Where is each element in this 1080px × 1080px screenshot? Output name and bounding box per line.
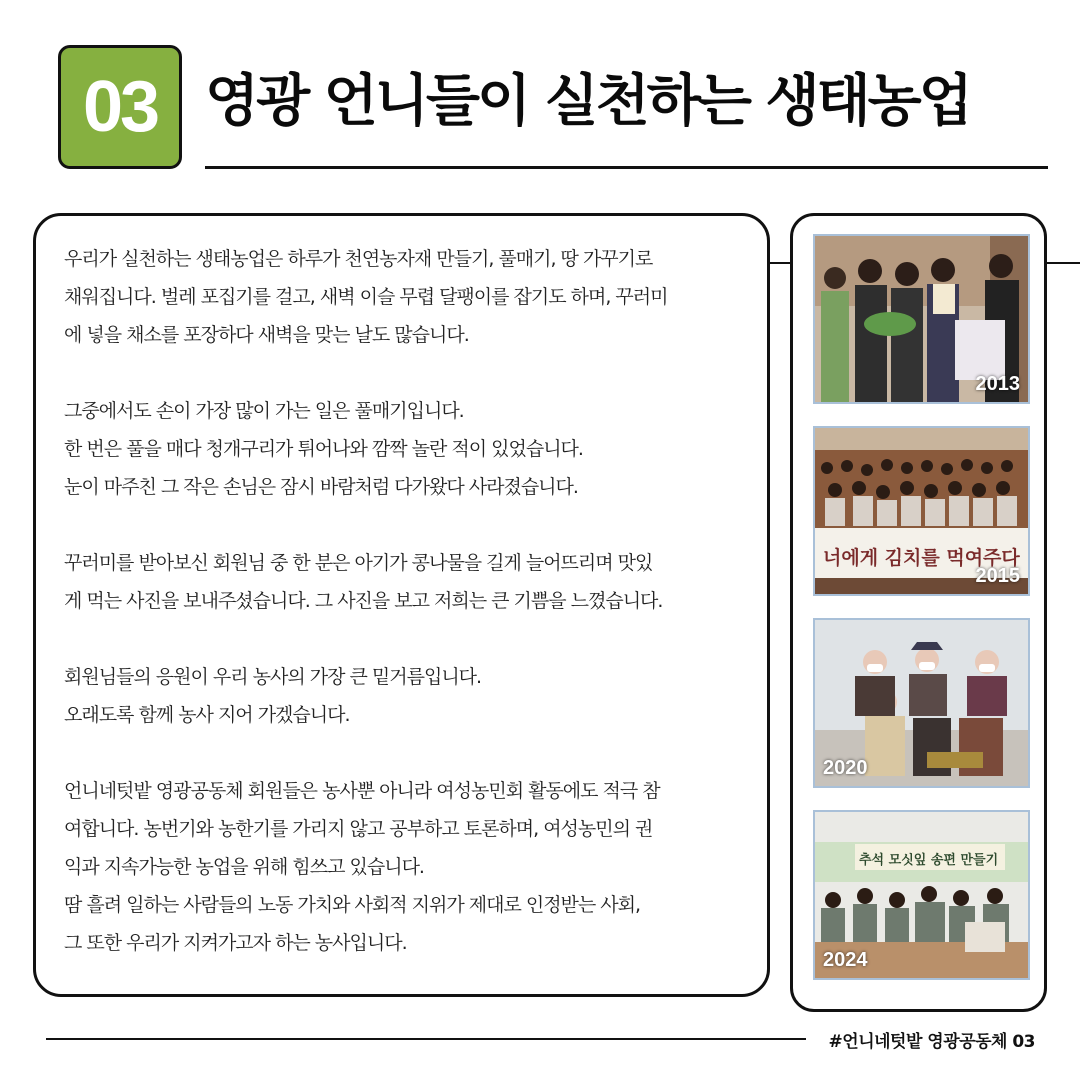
story-text-box xyxy=(33,213,770,997)
paragraph-5 xyxy=(64,772,754,962)
text-line: 회원님들의 응원이 우리 농사의 가장 큰 밑거름입니다. xyxy=(64,666,482,688)
text-line: 언니네텃밭 영광공동체 회원들은 농사뿐 아니라 여성농민회 활동에도 적극 참 xyxy=(64,780,660,802)
connector-line-right xyxy=(1045,262,1080,264)
page-title: 영광 언니들이 실천하는 생태농업 xyxy=(205,69,970,134)
paragraph-3 xyxy=(64,544,754,620)
text-line: 꾸러미를 받아보신 회원님 중 한 분은 아기가 콩나물을 길게 늘어뜨리며 맛있 xyxy=(64,552,653,574)
photo-2024 xyxy=(813,810,1030,980)
paragraph-4 xyxy=(64,658,754,734)
banner-text: 너에게 김치를 먹여주다 xyxy=(823,547,1020,569)
text-line: 익과 지속가능한 농업을 위해 힘쓰고 있습니다. xyxy=(64,856,424,878)
text-line: 게 먹는 사진을 보내주셨습니다. 그 사진을 보고 저희는 큰 기쁨을 느꼈습니다. xyxy=(64,590,663,612)
footer-hashtag: #언니네텃밭 영광공동체 03 xyxy=(828,1032,1035,1052)
text-line: 그 또한 우리가 지켜가고자 하는 농사입니다. xyxy=(64,932,407,954)
photo-year-label: 2020 xyxy=(823,757,868,779)
photo-year-label: 2013 xyxy=(975,373,1020,395)
section-number: 03 xyxy=(82,67,158,147)
text-line: 에 넣을 채소를 포장하다 새벽을 맞는 날도 많습니다. xyxy=(64,324,469,346)
text-line: 채워집니다. 벌레 포집기를 걸고, 새벽 이슬 무렵 달팽이를 잡기도 하며, 꾸러미 xyxy=(64,286,668,308)
paragraph-2 xyxy=(64,392,754,506)
text-line: 한 번은 풀을 매다 청개구리가 튀어나와 깜짝 놀란 적이 있었습니다. xyxy=(64,438,583,460)
footer-rule xyxy=(46,1038,806,1040)
photo-2020 xyxy=(813,618,1030,788)
banner-text: 추석 모싯잎 송편 만들기 xyxy=(859,853,999,868)
photo-year-label: 2015 xyxy=(975,565,1020,587)
photo-2013 xyxy=(813,234,1030,404)
text-line: 오래도록 함께 농사 지어 가겠습니다. xyxy=(64,704,350,726)
title-underline xyxy=(205,166,1048,169)
text-line: 여합니다. 농번기와 농한기를 가리지 않고 공부하고 토론하며, 여성농민의 권 xyxy=(64,818,653,840)
text-line: 우리가 실천하는 생태농업은 하루가 천연농자재 만들기, 풀매기, 땅 가꾸기로 xyxy=(64,248,653,270)
photo-year-label: 2024 xyxy=(823,949,868,971)
photo-2015 xyxy=(813,426,1030,596)
story-text xyxy=(64,240,754,1000)
connector-line-left xyxy=(768,262,792,264)
text-line: 눈이 마주친 그 작은 손님은 잠시 바람처럼 다가왔다 사라졌습니다. xyxy=(64,476,578,498)
text-line: 땀 흘려 일하는 사람들의 노동 가치와 사회적 지위가 제대로 인정받는 사회, xyxy=(64,894,641,916)
section-number-badge xyxy=(58,45,182,169)
text-line: 그중에서도 손이 가장 많이 가는 일은 풀매기입니다. xyxy=(64,400,464,422)
photo-panel xyxy=(790,213,1047,1012)
paragraph-1 xyxy=(64,240,754,354)
